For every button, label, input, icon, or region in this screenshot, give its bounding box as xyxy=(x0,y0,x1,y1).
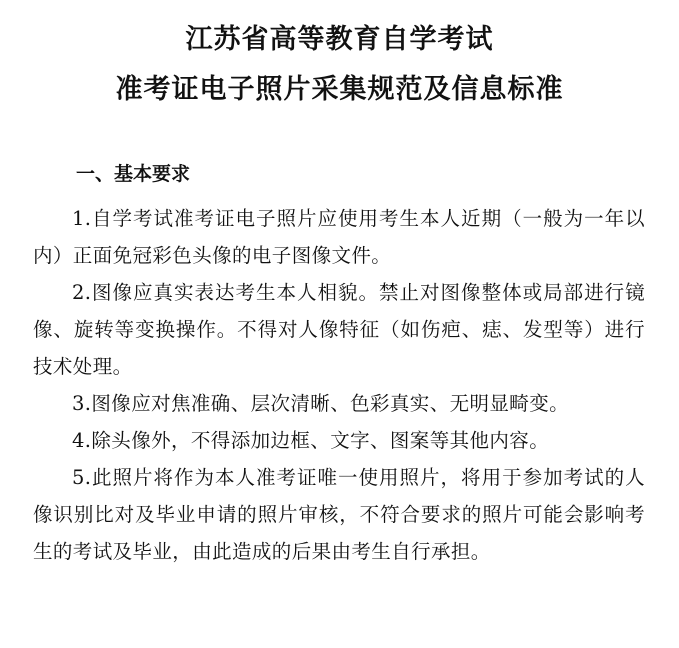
requirement-item-4: 4.除头像外，不得添加边框、文字、图案等其他内容。 xyxy=(72,429,550,452)
requirements-list xyxy=(33,200,645,570)
document-title-line2: 准考证电子照片采集规范及信息标准 xyxy=(115,74,564,105)
document-title-line1: 江苏省高等教育自学考试 xyxy=(185,24,494,55)
requirement-item-5: 5.此照片将作为本人准考证唯一使用照片，将用于参加考试的人像识别比对及毕业申请的照片审核，不符合要求的照片可能会影响考生的考试及毕业，由此造成的后果由考生自行承担。 xyxy=(33,466,645,563)
section-heading-basic-requirements: 一、基本要求 xyxy=(76,163,191,185)
requirement-item-3: 3.图像应对焦准确、层次清晰、色彩真实、无明显畸变。 xyxy=(72,392,570,415)
requirement-item-2: 2.图像应真实表达考生本人相貌。禁止对图像整体或局部进行镜像、旋转等变换操作。不得对人像特征（如伤疤、痣、发型等）进行技术处理。 xyxy=(33,281,645,378)
requirement-item-1: 1.自学考试准考证电子照片应使用考生本人近期（一般为一年以内）正面免冠彩色头像的电子图像文件。 xyxy=(33,207,645,267)
